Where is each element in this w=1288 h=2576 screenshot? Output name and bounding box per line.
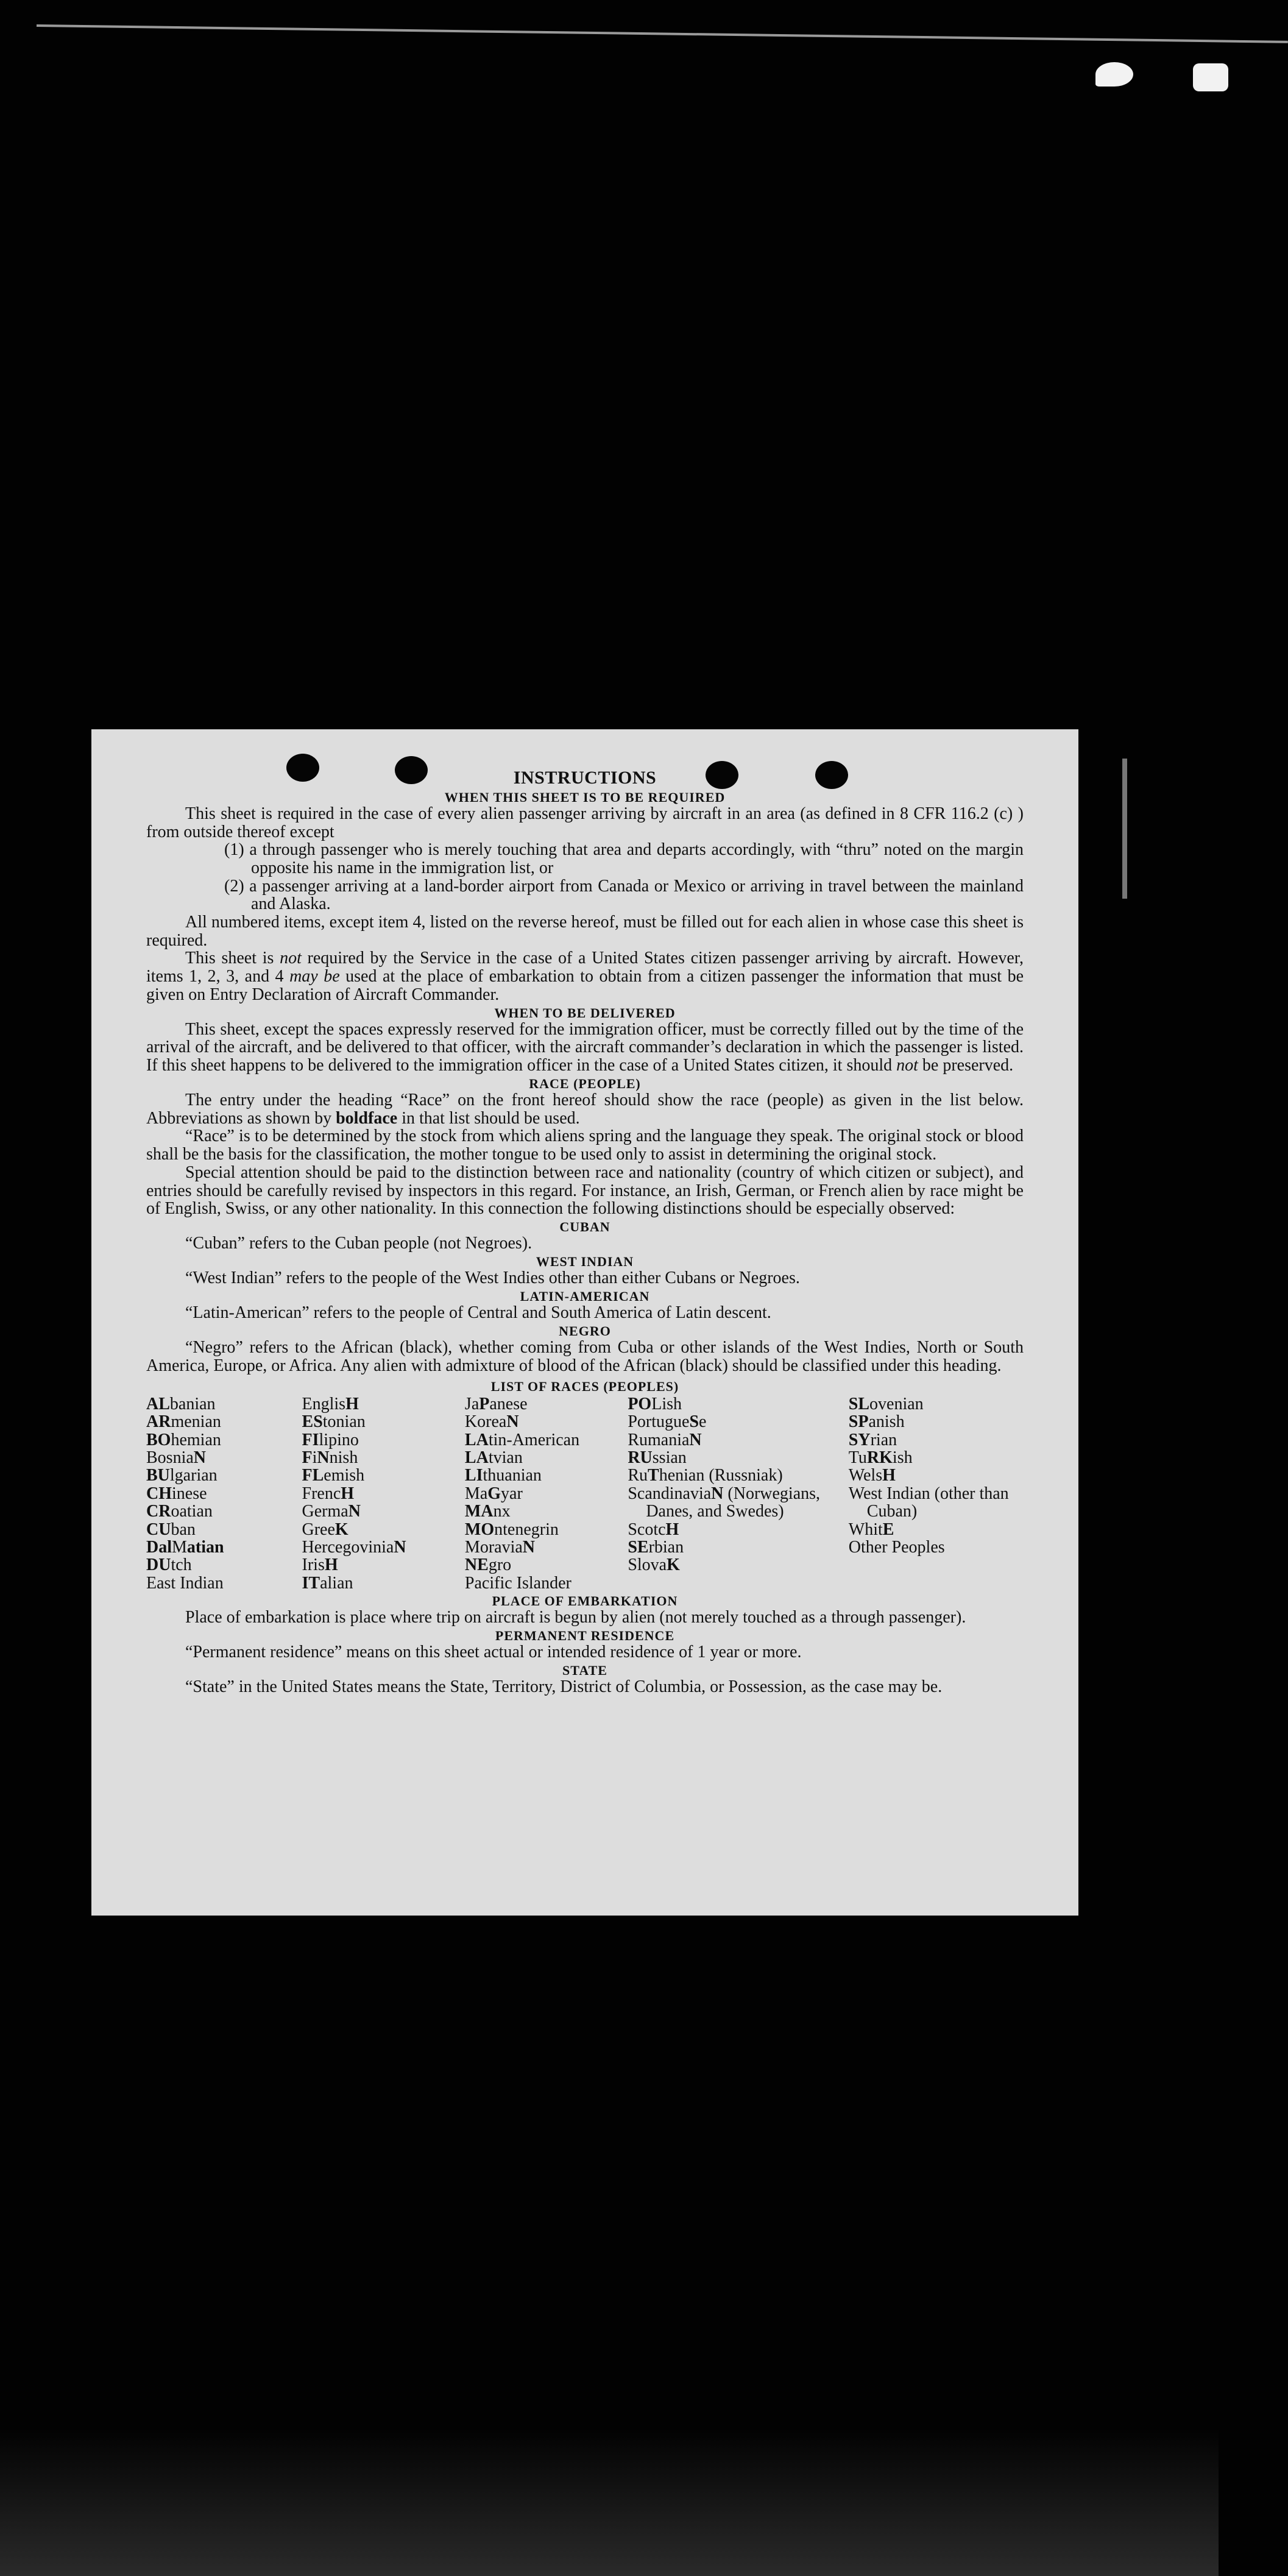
instruction-sheet [91,729,1078,1916]
race-entry: Pacific Islander [464,1573,571,1593]
race-entry: SErbian [628,1537,684,1557]
race-entry: WelsH [848,1466,896,1485]
race-entry: NEgro [464,1555,512,1575]
scan-edge-line [37,24,1288,43]
race-entry: FrencH [302,1484,355,1503]
punch-hole [395,756,428,784]
race-entry: LIthuanian [464,1466,542,1485]
punch-hole [286,754,319,782]
paragraph: This sheet is required in the case of every alien passenger arriving by aircraft in an area (as defined in 8 CFR 116.2 (c) ) from outside thereof except [146,804,1024,841]
race-entry: ITalian [302,1573,353,1593]
race-entry: IrisH [302,1555,338,1575]
paragraph: “Race” is to be determined by the stock from which aliens spring and the language they speak. The original stock or blood shall be the basis for the classification, the mother tongue to be used only to assist in determining the original stock. [146,1127,1024,1164]
paragraph: “State” in the United States means the State, Territory, District of Columbia, or Possession, as the case may be. [185,1677,943,1697]
race-entry: CRoatian [146,1502,213,1521]
race-entry: MaGyar [464,1484,523,1503]
paragraph: “Negro” refers to the African (black), whether coming from Cuba or other islands of the West Indies, North or South America, Europe, or Africa. Any alien with admixture of blood of the African (black) should be classified under this heading. [146,1338,1024,1375]
paragraph: “Permanent residence” means on this sheet actual or intended residence of 1 year or more. [185,1643,802,1662]
film-edge-strip [1122,759,1127,899]
race-entry: East Indian [146,1573,224,1593]
races-column [849,1395,1024,1592]
paragraph: Place of embarkation is place where trip on aircraft is begun by alien (not merely touched as a through passenger). [185,1608,966,1627]
race-entry: ALbanian [146,1394,216,1414]
paragraph: “West Indian” refers to the people of the West Indies other than either Cubans or Negroes. [185,1269,800,1288]
section-heading: PERMANENT RESIDENCE [495,1628,675,1644]
race-entry: SPanish [848,1412,905,1432]
section-heading: CUBAN [559,1219,610,1234]
races-column [465,1395,628,1592]
race-entry: POLish [628,1394,682,1414]
punch-hole [706,761,738,789]
race-entry: FiNnish [302,1448,358,1467]
race-entry: ARmenian [146,1412,221,1432]
race-entry: JaPanese [464,1394,528,1414]
punch-hole [815,761,848,789]
race-entry: EnglisH [302,1394,359,1414]
section-heading: LIST OF RACES (PEOPLES) [490,1379,679,1395]
corner-mark-left [1095,62,1133,87]
races-column [146,1395,302,1592]
race-entry: SYrian [848,1430,897,1449]
film-bottom-fade [0,2428,1219,2576]
races-column [628,1395,848,1592]
paragraph: All numbered items, except item 4, listed on the reverse hereof, must be filled out for each alien in whose case this sheet is required. [146,913,1024,950]
race-entry: HercegoviniaN [302,1537,406,1557]
race-entry: RumaniaN [628,1430,702,1449]
race-entry: BosniaN [146,1448,207,1467]
race-entry: TuRKish [848,1448,913,1467]
race-entry: FIlipino [302,1430,359,1449]
race-entry: LAtvian [464,1448,523,1467]
section-heading: STATE [562,1663,607,1679]
race-entry: CUban [146,1520,196,1539]
paragraph: “Cuban” refers to the Cuban people (not Negroes). [185,1234,533,1253]
sheet-title: INSTRUCTIONS [513,768,657,788]
section-heading: WHEN THIS SHEET IS TO BE REQUIRED [444,789,726,805]
race-entry: WhitE [848,1520,894,1539]
paragraph: This sheet is not required by the Service in the case of a United States citizen passenger arriving by aircraft. However, items 1, 2, 3, and 4 may be used at the place of embarkation to obtain from a citizen passenger the information that must be given on Entry Declaration of Aircraft Commander. [146,949,1024,1004]
race-entry: PortugueSe [628,1412,707,1432]
race-entry: LAtin-American [464,1430,580,1449]
section-heading: LATIN-AMERICAN [520,1288,650,1304]
race-entry: FLemish [302,1466,365,1485]
paragraph: Special attention should be paid to the distinction between race and nationality (country of which citizen or subject), and entries should be carefully revised by inspectors in this regard. For instance, an Irish, German, or French alien by race might be of English, Swiss, or any other nationality. In this connection the following distinctions should be especially observed: [146,1162,1024,1219]
section-heading: WHEN TO BE DELIVERED [494,1005,676,1021]
race-entry: MAnx [464,1502,511,1521]
section-heading: RACE (PEOPLE) [529,1075,641,1091]
corner-mark-right [1193,63,1228,91]
race-entry: BUlgarian [146,1466,218,1485]
race-entry: SLovenian [848,1394,924,1414]
race-entry: BOhemian [146,1430,221,1449]
exception-item: (2) a passenger arriving at a land-border airport from Canada or Mexico or arriving in travel between the mainland and Alaska. [224,876,1024,914]
race-entry: Other Peoples [848,1537,945,1557]
race-entry: EStonian [302,1412,366,1432]
paragraph: The entry under the heading “Race” on the front hereof should show the race (people) as given in the list below. Abbreviations as shown by boldface in that list should be used. [146,1091,1024,1128]
race-entry: MoraviaN [464,1537,536,1557]
race-entry: RUssian [628,1448,687,1467]
paragraph: “Latin-American” refers to the people of Central and South America of Latin descent. [185,1303,771,1323]
race-entry: SlovaK [628,1555,680,1575]
race-entry: CHinese [146,1484,207,1503]
race-entry: GermaN [302,1502,361,1521]
section-heading: NEGRO [559,1323,611,1339]
race-entry: KoreaN [464,1412,519,1432]
races-list [146,1395,1024,1592]
race-entry: ScotcH [628,1520,679,1539]
section-heading: PLACE OF EMBARKATION [492,1593,678,1609]
race-entry: DUtch [146,1555,192,1575]
race-entry: DalMatian [146,1537,224,1557]
race-entry: GreeK [302,1520,349,1539]
paragraph: This sheet, except the spaces expressly reserved for the immigration officer, must be correctly filled out by the time of the arrival of the aircraft, and be delivered to that officer, with the aircraft commander’s declaration in which the passenger is listed. If this sheet happens to be delivered to the immigration officer in the case of a United States citizen, it should not be preserved. [146,1019,1024,1075]
race-entry: RuThenian (Russniak) [628,1466,783,1485]
race-entry: MOntenegrin [464,1520,559,1539]
section-heading: WEST INDIAN [536,1253,634,1269]
race-entry: ScandinaviaN (Norwegians, Danes, and Swedes) [628,1484,821,1521]
races-column [302,1395,465,1592]
race-entry: West Indian (other than Cuban) [848,1484,1009,1521]
exception-item: (1) a through passenger who is merely touching that area and departs accordingly, with “thru” noted on the margin opposite his name in the immigration list, or [224,840,1024,878]
